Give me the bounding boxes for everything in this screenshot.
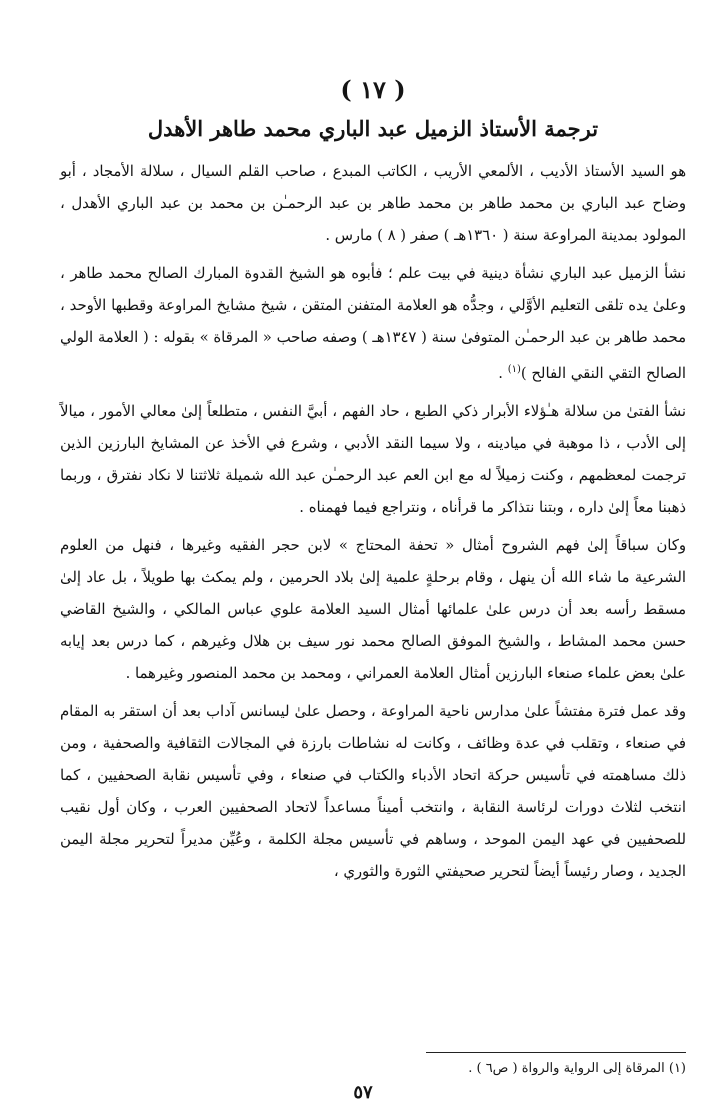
page-number: ٥٧ <box>353 1082 373 1103</box>
paragraph-3: نشأ الفتىٰ من سلالة هـٰؤلاء الأبرار ذكي الطبع ، حاد الفهم ، أبيَّ النفس ، متطلعاً إلىٰ معالي الأمور ، ميالاً إلى الأدب ، ذا موهبة في ميادينه ، ولا سيما النقد الأدبي ، وشرع في الأخذ عن المشايخ البارزين الذين ترجمت لمعظمهم ، وكنت زميلاً له مع ابن العم عبد الرحمـٰن عبد الله شميلة ثلاثتنا لا نكاد نفترق ، وربما ذهبنا معاً إلىٰ داره ، وبتنا نتذاكر ما قرأناه ، ونتراجع فيما فهمناه . <box>60 402 686 516</box>
page-body <box>60 72 686 1114</box>
page-title: ترجمة الأستاذ الزميل عبد الباري محمد طاهر الأهدل <box>147 116 599 141</box>
footnote-divider <box>426 1052 686 1053</box>
paragraph-1: هو السيد الأستاذ الأديب ، الألمعي الأريب ، الكاتب المبدع ، صاحب القلم السيال ، سلالة الأمجاد ، أبو وضاح عبد الباري بن محمد طاهر بن محمد طاهر بن عبد الرحمـٰن بن محمد بن عبد الباري الأهدل ، المولود بمدينة المراوعة سنة ( ١٣٦٠هـ ) صفر ( ٨ ) مارس . <box>60 163 686 244</box>
paragraph-5: وقد عمل فترة مفتشاً علىٰ مدارس ناحية المراوعة ، وحصل علىٰ ليسانس آداب بعد أن استقر به المقام في صنعاء ، وتقلب في عدة وظائف ، وكانت له نشاطات بارزة في المجالات الثقافية والصحفية ، ومن ذلك مساهمته في تأسيس حركة اتحاد الأدباء والكتاب في صنعاء ، وفي تأسيس نقابة الصحفيين ، كما انتخب لثلاث دورات لرئاسة النقابة ، وانتخب أميناً مساعداً لاتحاد الصحفيين العرب ، وكان أول نقيب للصحفيين في عهد اليمن الموحد ، وساهم في تأسيس مجلة الكلمة ، وعُيِّن مديراً لتحرير مجلة اليمن الجديد ، وصار رئيساً أيضاً لتحرير صحيفتي الثورة والثوري ، <box>60 702 686 880</box>
footnote: (١) المرقاة إلى الرواية والرواة ( ص٦ ) . <box>468 1061 686 1076</box>
footnote-marker: (١) <box>507 364 521 375</box>
paragraph-4: وكان سباقاً إلىٰ فهم الشروح أمثال « تحفة المحتاج » لابن حجر الفقيه وغيرها ، فنهل من العلوم الشرعية ما شاء الله أن ينهل ، وقام برحلةٍ علمية إلىٰ بلاد الحرمين ، ولم يمكث بها طويلاً ، بل عاد إلىٰ مسقط رأسه بعد أن درس علىٰ علمائها أمثال السيد العلامة علوي عباس المالكي ، والشيخ القاضي حسن محمد المشاط ، والشيخ الموفق الصالح محمد نور سيف بن هلال وغيرهم ، كما درس بعد إيابه علىٰ بعض علماء صنعاء البارزين أمثال العلامة العمراني ، ومحمد بن محمد المنصور وغيرهما . <box>60 536 686 682</box>
paragraph-2: نشأ الزميل عبد الباري نشأة دينية في بيت علم ؛ فأبوه هو الشيخ القدوة المبارك الصالح محمد طاهر ، وعلىٰ يده تلقى التعليم الأوَّلي ، وجدُّه هو العلامة المتفنن المتقن ، شيخ مشايخ المراوعة وقطبها الأوحد ، محمد طاهر بن عبد الرحمـٰن المتوفىٰ سنة ( ١٣٤٧هـ ) وصفه صاحب « المرقاة » بقوله : ( العلامة الولي الصالح التقي النقي الفالح )$^{(١)}$ . <box>60 265 687 382</box>
biography-number: ( ١٧ ) <box>340 75 406 104</box>
